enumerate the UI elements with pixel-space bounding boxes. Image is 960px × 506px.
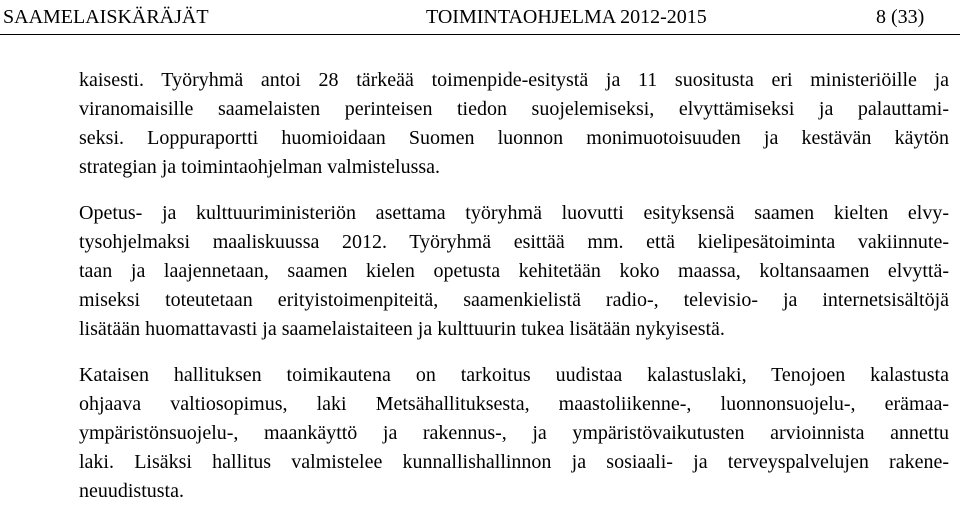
text-line: miseksi toteutetaan erityistoimenpiteitä, saamenkielistä radio-, televisio- ja internetsisältöjä: [79, 289, 949, 311]
text-line: Kataisen hallituksen toimikautena on tarkoitus uudistaa kalastuslaki, Tenojoen kalastusta: [79, 364, 949, 386]
text-line: ohjaava valtiosopimus, laki Metsähallituksesta, maastoliikenne-, luonnonsuojelu-, erämaa-: [79, 393, 949, 415]
paragraph-spacer: [79, 344, 949, 361]
text-line: taan ja laajennetaan, saamen kielen opetusta kehitetään koko maassa, koltansaamen elvyttä-: [79, 260, 949, 282]
paragraph-3: [79, 361, 949, 506]
text-line: laki. Lisäksi hallitus valmistelee kunnallishallinnon ja sosiaali- ja terveyspalvelujen rakene-: [79, 451, 949, 473]
header-page-number: 8 (33): [876, 6, 925, 28]
document-body: [79, 66, 949, 506]
text-line: kaisesti. Työryhmä antoi 28 tärkeää toimenpide-esitystä ja 11 suositusta eri ministeriöille ja: [79, 69, 949, 91]
text-line: neuudistusta.: [79, 480, 184, 502]
page-header: [0, 0, 960, 30]
text-line: tysohjelmaksi maaliskuussa 2012. Työryhmä esittää mm. että kielipesätoiminta vakiinnute-: [79, 231, 949, 253]
paragraph-2: [79, 199, 949, 344]
header-document-title: TOIMINTAOHJELMA 2012-2015: [426, 6, 707, 28]
header-organization: SAAMELAISKÄRÄJÄT: [3, 6, 209, 28]
header-divider: [0, 34, 960, 35]
text-line: seksi. Loppuraportti huomioidaan Suomen luonnon monimuotoisuuden ja kestävän käytön: [79, 127, 949, 149]
text-line: ympäristönsuojelu-, maankäyttö ja rakennus-, ja ympäristövaikutusten arvioinnista annettu: [79, 422, 949, 444]
text-line: Opetus- ja kulttuuriministeriön asettama työryhmä luovutti esityksensä saamen kielten elvy-: [79, 202, 949, 224]
text-line: strategian ja toimintaohjelman valmistelussa.: [79, 156, 441, 178]
paragraph-1: [79, 66, 949, 182]
text-line: viranomaisille saamelaisten perinteisen tiedon suojelemiseksi, elvyttämiseksi ja palauttami-: [79, 98, 949, 120]
paragraph-spacer: [79, 182, 949, 199]
text-line: lisätään huomattavasti ja saamelaistaiteen ja kulttuurin tukea lisätään nykyisestä.: [79, 318, 725, 340]
